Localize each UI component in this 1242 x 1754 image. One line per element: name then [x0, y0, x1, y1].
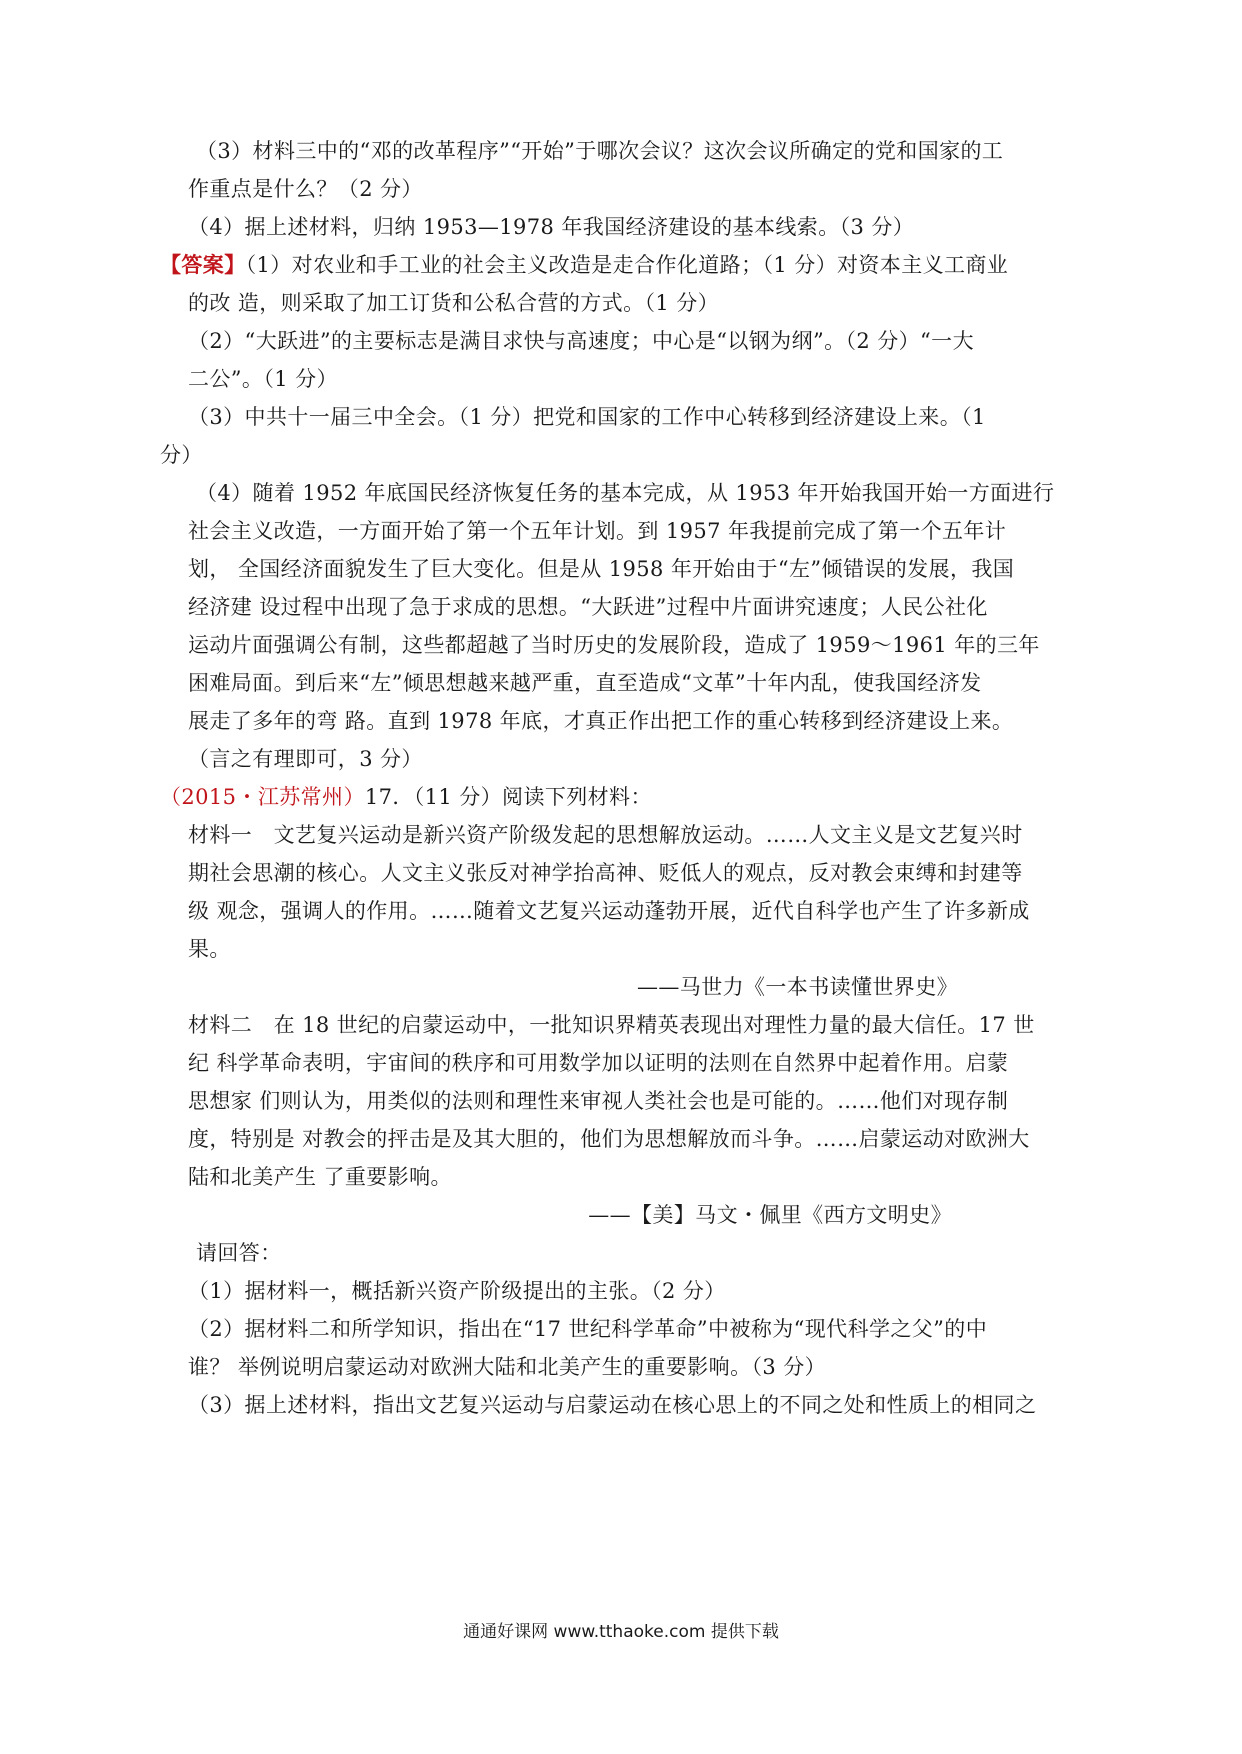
material2-line: 陆和北美产生 了重要影响。 — [188, 1165, 452, 1189]
question17-header — [160, 783, 652, 811]
answer-a1-line2: 的改 造，则采取了加工订货和公私合营的方式。（1 分） — [188, 291, 720, 315]
answer-prompt: 请回答： — [196, 1241, 282, 1265]
answer-a4-line: （言之有理即可，3 分） — [188, 747, 423, 771]
material2-line: 思想家 们则认为，用类似的法则和理性来审视人类社会也是可能的。……他们对现存制 — [188, 1089, 1009, 1113]
question17-title: 17．（11 分）阅读下列材料： — [364, 785, 652, 809]
answer-a4-line: 社会主义改造，一方面开始了第一个五年计划。到 1957 年我提前完成了第一个五年计 — [188, 519, 1007, 543]
answer-a4-line: （4）随着 1952 年底国民经济恢复任务的基本完成，从 1953 年开始我国开始一方面进行 — [196, 481, 1055, 505]
material2-line: 材料二 在 18 世纪的启蒙运动中，一批知识界精英表现出对理性力量的最大信任。17 世 — [188, 1013, 1035, 1037]
material1-line: 果。 — [188, 937, 231, 961]
answer-a4-line: 困难局面。到后来“左”倾思想越来越严重，直至造成“文革”十年内乱，使我国经济发 — [188, 671, 982, 695]
question17-q2-line2: 谁？ 举例说明启蒙运动对欧洲大陆和北美产生的重要影响。（3 分） — [188, 1355, 827, 1379]
answer-a3-line2: 分） — [160, 443, 203, 467]
question17-source: （2015・江苏常州） — [160, 785, 365, 809]
answer-a2-line1: （2）“大跃进”的主要标志是满目求快与高速度；中心是“以钢为纲”。（2 分）“一大 — [188, 329, 974, 353]
answer-a2-line2: 二公”。（1 分） — [188, 367, 338, 391]
prev-q4: （4）据上述材料，归纳 1953—1978 年我国经济建设的基本线索。（3 分） — [188, 215, 915, 239]
material1-line: 材料一 文艺复兴运动是新兴资产阶级发起的思想解放运动。……人文主义是文艺复兴时 — [188, 823, 1023, 847]
page-footer: 通通好课网 www.tthaoke.com 提供下载 — [463, 1622, 779, 1642]
prev-q3-line1: （3）材料三中的“邓的改革程序”“开始”于哪次会议？这次会议所确定的党和国家的工 — [196, 139, 1004, 163]
material2-line: 度，特别是 对教会的抨击是及其大胆的，他们为思想解放而斗争。……启蒙运动对欧洲大 — [188, 1127, 1030, 1151]
question17-q1: （1）据材料一，概括新兴资产阶级提出的主张。（2 分） — [188, 1279, 726, 1303]
material1-source: ——马世力《一本书读懂世界史》 — [637, 975, 958, 999]
material2-source: ——【美】马文・佩里《西方文明史》 — [588, 1203, 952, 1227]
material1-line: 级 观念，强调人的作用。……随着文艺复兴运动蓬勃开展，近代自科学也产生了许多新成 — [188, 899, 1030, 923]
answer-a3-line1: （3）中共十一届三中全会。（1 分）把党和国家的工作中心转移到经济建设上来。（1 — [188, 405, 986, 429]
material1-line: 期社会思潮的核心。人文主义张反对神学抬高神、贬低人的观点，反对教会束缚和封建等 — [188, 861, 1023, 885]
question17-q3-line1: （3）据上述材料，指出文艺复兴运动与启蒙运动在核心思上的不同之处和性质上的相同之 — [188, 1393, 1037, 1417]
answer-a1-line1: （1）对农业和手工业的社会主义改造是走合作化道路；（1 分）对资本主义工商业 — [245, 253, 1009, 277]
answer-line1 — [160, 251, 1008, 279]
prev-q3-line2: 作重点是什么？（2 分） — [188, 177, 423, 201]
answer-a4-line: 运动片面强调公有制，这些都超越了当时历史的发展阶段，造成了 1959～1961 年的三年 — [188, 633, 1040, 657]
question17-q2-line1: （2）据材料二和所学知识，指出在“17 世纪科学革命”中被称为“现代科学之父”的中 — [188, 1317, 988, 1341]
answer-a4-line: 经济建 设过程中出现了急于求成的思想。“大跃进”过程中片面讲究速度；人民公社化 — [188, 595, 988, 619]
answer-a4-line: 划， 全国经济面貌发生了巨大变化。但是从 1958 年开始由于“左”倾错误的发展，我国 — [188, 557, 1015, 581]
answer-label: 【答案】 — [160, 252, 246, 277]
answer-a4-line: 展走了多年的弯 路。直到 1978 年底，才真正作出把工作的重心转移到经济建设上来。 — [188, 709, 1014, 733]
material2-line: 纪 科学革命表明，宇宙间的秩序和可用数学加以证明的法则在自然界中起着作用。启蒙 — [188, 1051, 1009, 1075]
